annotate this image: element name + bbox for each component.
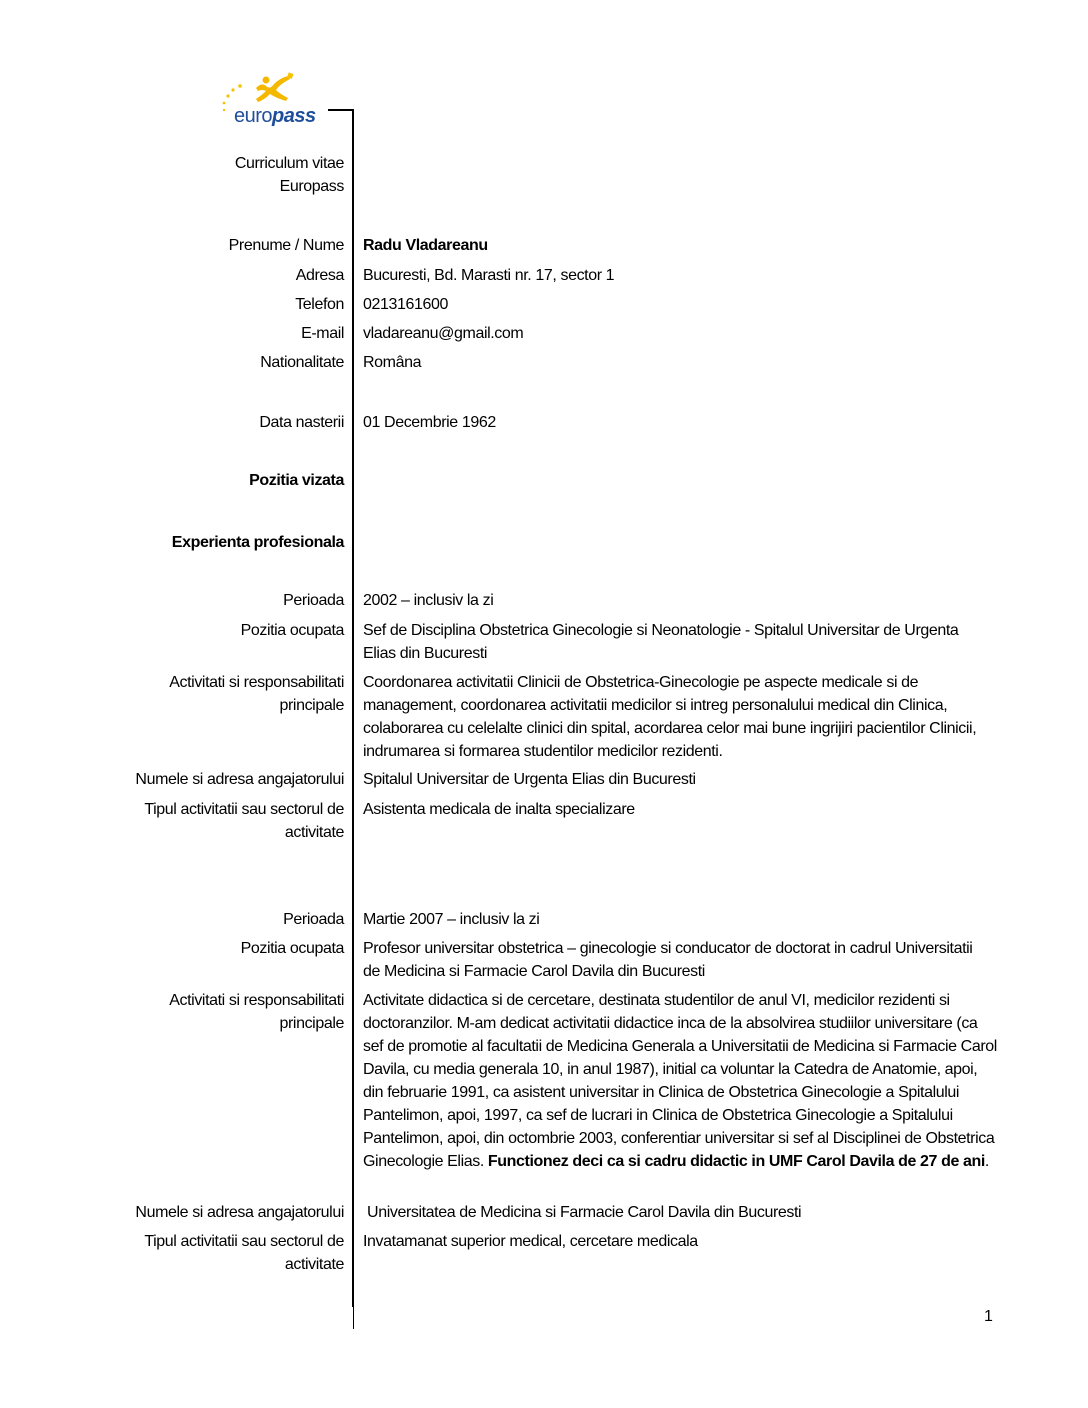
name-label: Prenume / Nume (228, 237, 344, 254)
europass-wordmark: europass (234, 105, 316, 127)
activities-value (363, 989, 999, 1173)
activities-end: . (984, 1153, 989, 1170)
nationality-value: Româna (363, 354, 422, 371)
page-number: 1 (984, 1308, 993, 1325)
header-rule (328, 109, 354, 111)
position-value: Sef de Disciplina Obstetrica Ginecologie si Neonatologie - Spitalul Universitar de Urgenta Elias din Bucuresti (363, 622, 959, 662)
name-value: Radu Vladareanu (363, 237, 488, 254)
employer-value: Spitalul Universitar de Urgenta Elias din Bucuresti (363, 771, 696, 788)
period-value: 2002 – inclusiv la zi (363, 592, 494, 609)
activities-label-line1: Activitati si responsabilitati (169, 992, 344, 1009)
phone-value: 0213161600 (363, 296, 448, 313)
section-experience: Experienta profesionala (171, 534, 344, 551)
address-label: Adresa (295, 267, 344, 284)
sector-label-line2: activitate (284, 824, 344, 841)
period-value: Martie 2007 – inclusiv la zi (363, 911, 540, 928)
activities-value: Coordonarea activitatii Clinicii de Obstetrica-Ginecologie pe aspecte medicale si de management, coordonarea activitatii medicilor si intreg personalului medical din Clinica, colaborarea cu celelalte clinici din spital, acordarea celor mai bune ingrijiri pacientilor Clinicii, indrumarea si formarea studentilor medicilor rezidenti. (363, 674, 977, 760)
sector-label-line1: Tipul activitatii sau sectorul de (144, 1233, 344, 1250)
employer-label: Numele si adresa angajatorului (135, 1204, 344, 1221)
email-label: E-mail (301, 325, 344, 342)
sector-value: Asistenta medicala de inalta specializare (363, 801, 635, 818)
period-label: Perioada (283, 911, 344, 928)
section-desired-position: Pozitia vizata (249, 472, 344, 489)
birthdate-value: 01 Decembrie 1962 (363, 414, 496, 431)
sector-label-line2: activitate (284, 1256, 344, 1273)
employer-value: Universitatea de Medicina si Farmacie Carol Davila din Bucuresti (363, 1204, 802, 1221)
activities-highlight: Functionez deci ca si cadru didactic in UMF Carol Davila de 27 de ani (487, 1153, 985, 1170)
period-label: Perioada (283, 592, 344, 609)
europass-logo (218, 72, 333, 134)
phone-label: Telefon (295, 296, 344, 313)
cv-title-line1: Curriculum vitae (234, 155, 344, 172)
column-divider (352, 110, 354, 1307)
email-value[interactable]: vladareanu@gmail.com (363, 325, 524, 342)
position-label: Pozitia ocupata (240, 940, 344, 957)
activities-label-line2: principale (279, 1015, 344, 1032)
activities-text: Activitate didactica si de cercetare, destinata studentilor de anul VI, medicilor rezidenti si doctoranzilor. M-am dedicat activitatii didactice inca de la absolvirea studiilor universitare (ca sef de promotie al facultatii de Medicina Generala a Universitatii de Medicina si Farmacie Carol Davila, cu media generala 10, in anul 1987), initial ca voluntar la Catedra de Anatomie, apoi, din februarie 1991, ca asistent universitar in Clinica de Obstetrica Ginecologie a Spitalului Pantelimon, apoi, 1997, ca sef de lucrari in Clinica de Obstetrica Ginecologie a Spitalului Pantelimon, apoi, din octombrie 2003, conferentiar universitar si sef al Disciplinei de Obstetrica Ginecologie Elias. (363, 992, 997, 1170)
column-divider-end (353, 1305, 354, 1329)
activities-label-line2: principale (279, 697, 344, 714)
sector-label-line1: Tipul activitatii sau sectorul de (144, 801, 344, 818)
cv-title-line2: Europass (279, 178, 344, 195)
sector-value: Invatamanat superior medical, cercetare medicala (363, 1233, 698, 1250)
birthdate-label: Data nasterii (259, 414, 344, 431)
position-value: Profesor universitar obstetrica – ginecologie si conducator de doctorat in cadrul Universitatii de Medicina si Farmacie Carol Davila din Bucuresti (363, 940, 973, 980)
position-label: Pozitia ocupata (240, 622, 344, 639)
address-value: Bucuresti, Bd. Marasti nr. 17, sector 1 (363, 267, 615, 284)
employer-label: Numele si adresa angajatorului (135, 771, 344, 788)
nationality-label: Nationalitate (260, 354, 344, 371)
activities-label-line1: Activitati si responsabilitati (169, 674, 344, 691)
